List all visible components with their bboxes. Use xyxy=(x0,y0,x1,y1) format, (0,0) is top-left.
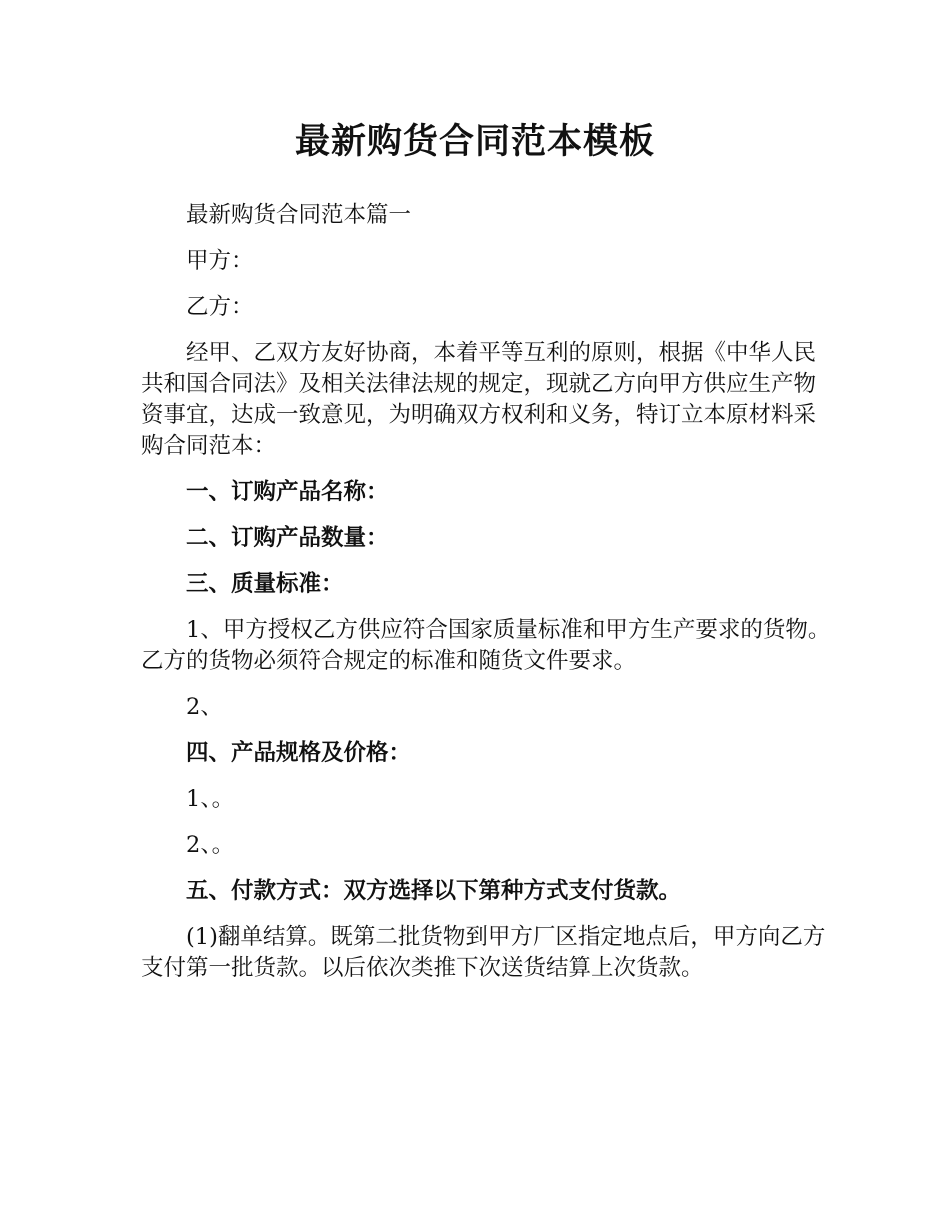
heading-product-name: 一、订购产品名称： xyxy=(186,479,389,505)
heading-payment-method: 五、付款方式：双方选择以下第种方式支付货款。 xyxy=(186,878,682,904)
heading-product-quantity: 二、订购产品数量： xyxy=(186,525,389,551)
paragraph-spec-2: 2、。 xyxy=(186,832,235,858)
paragraph-preamble: 经甲、乙双方友好协商，本着平等互利的原则，根据《中华人民共和国合同法》及相关法律法规的规定，现就乙方向甲方供应生产物资事宜，达成一致意见，为明确双方权利和义务，特订立本原材料采购合同范本： xyxy=(141,340,817,459)
paragraph-quality-1: 1、甲方授权乙方供应符合国家质量标准和甲方生产要求的货物。乙方的货物必须符合规定的标准和随货文件要求。 xyxy=(141,617,831,674)
heading-quality-standard: 三、质量标准： xyxy=(186,571,344,597)
document-title: 最新购货合同范本模板 xyxy=(294,122,655,162)
paragraph-subtitle: 最新购货合同范本篇一 xyxy=(186,202,412,228)
document-body xyxy=(141,200,831,984)
paragraph-party-b: 乙方： xyxy=(186,294,254,320)
paragraph-payment-1: (1)翻单结算。既第二批货物到甲方厂区指定地点后，甲方向乙方支付第一批货款。以后依次类推下次送货结算上次货款。 xyxy=(141,924,826,981)
paragraph-spec-1: 1、。 xyxy=(186,786,235,812)
paragraph-quality-2: 2、 xyxy=(186,694,223,720)
paragraph-party-a: 甲方： xyxy=(186,248,254,274)
heading-spec-price: 四、产品规格及价格： xyxy=(186,740,412,766)
